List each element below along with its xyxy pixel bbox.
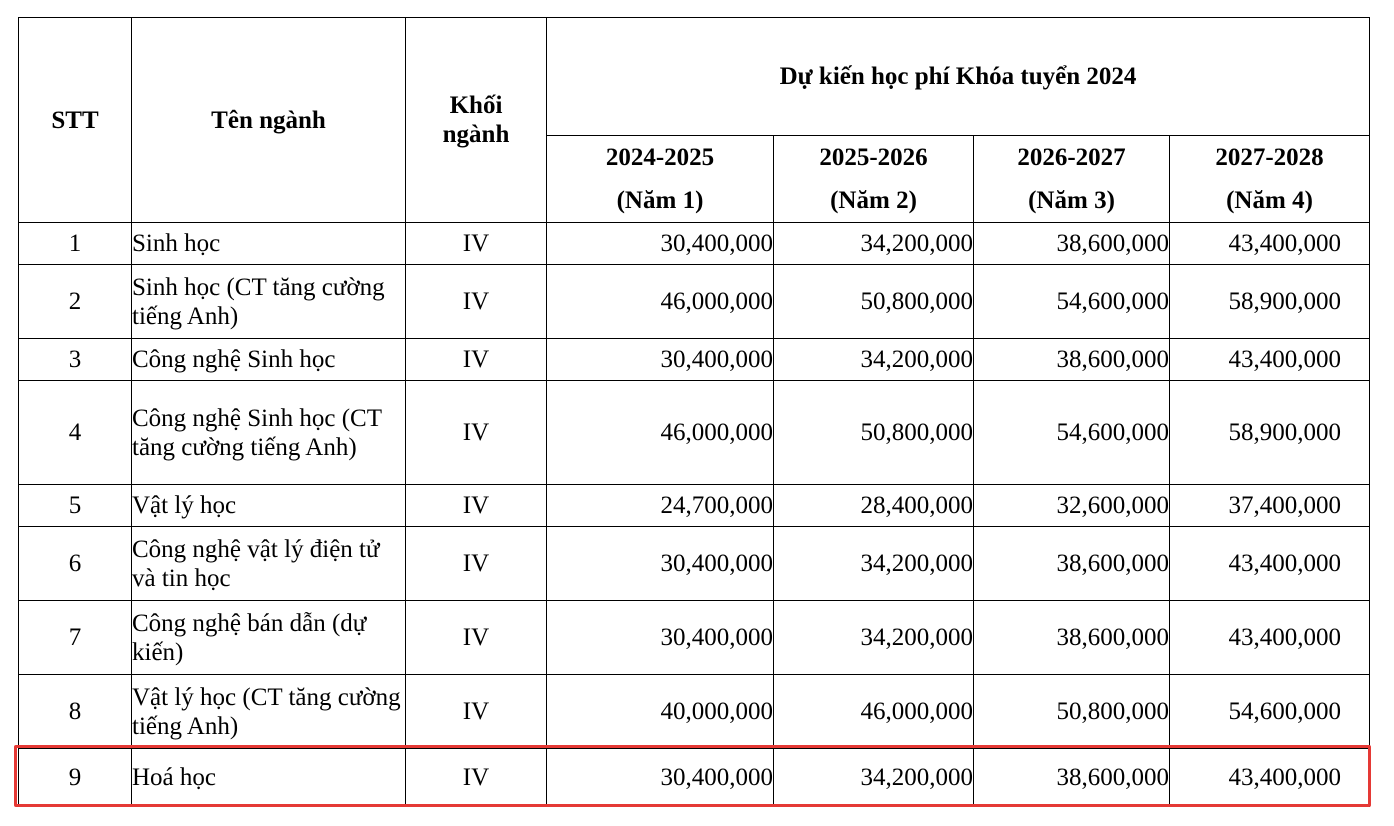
- row-stt: 8: [19, 675, 132, 749]
- row-fee-year-1: 46,000,000: [547, 381, 774, 485]
- row-stt: 4: [19, 381, 132, 485]
- header-year-1: 2024-2025 (Năm 1): [547, 136, 774, 223]
- row-khoi: IV: [406, 675, 547, 749]
- row-khoi: IV: [406, 527, 547, 601]
- row-fee-year-1: 46,000,000: [547, 265, 774, 339]
- row-khoi: IV: [406, 749, 547, 807]
- row-stt: 7: [19, 601, 132, 675]
- row-fee-year-4: 58,900,000: [1170, 265, 1370, 339]
- table-row: [19, 527, 1370, 601]
- row-fee-year-2: 34,200,000: [774, 527, 974, 601]
- row-fee-year-1: 30,400,000: [547, 601, 774, 675]
- row-khoi: IV: [406, 485, 547, 527]
- row-khoi: IV: [406, 223, 547, 265]
- row-fee-year-2: 34,200,000: [774, 749, 974, 807]
- row-stt: 1: [19, 223, 132, 265]
- row-name: Vật lý học: [132, 485, 406, 527]
- row-fee-year-1: 30,400,000: [547, 223, 774, 265]
- row-stt: 3: [19, 339, 132, 381]
- table-row: [19, 339, 1370, 381]
- row-khoi: IV: [406, 381, 547, 485]
- row-fee-year-4: 58,900,000: [1170, 381, 1370, 485]
- row-fee-year-4: 37,400,000: [1170, 485, 1370, 527]
- row-stt: 5: [19, 485, 132, 527]
- row-fee-year-3: 38,600,000: [974, 527, 1170, 601]
- row-name: Hoá học: [132, 749, 406, 807]
- row-fee-year-4: 43,400,000: [1170, 339, 1370, 381]
- row-fee-year-3: 38,600,000: [974, 601, 1170, 675]
- row-fee-year-2: 50,800,000: [774, 381, 974, 485]
- table-row: [19, 601, 1370, 675]
- header-year-2: 2025-2026 (Năm 2): [774, 136, 974, 223]
- row-fee-year-3: 32,600,000: [974, 485, 1170, 527]
- row-khoi: IV: [406, 601, 547, 675]
- row-stt: 9: [19, 749, 132, 807]
- row-stt: 6: [19, 527, 132, 601]
- row-name: Sinh học: [132, 223, 406, 265]
- row-fee-year-2: 46,000,000: [774, 675, 974, 749]
- tuition-table: [18, 17, 1370, 807]
- row-fee-year-2: 28,400,000: [774, 485, 974, 527]
- header-group-title: Dự kiến học phí Khóa tuyển 2024: [547, 18, 1370, 136]
- row-fee-year-2: 34,200,000: [774, 223, 974, 265]
- row-name: Công nghệ Sinh học: [132, 339, 406, 381]
- table-row-highlighted: [19, 749, 1370, 807]
- row-fee-year-4: 43,400,000: [1170, 749, 1370, 807]
- table-row: [19, 675, 1370, 749]
- row-fee-year-3: 54,600,000: [974, 265, 1170, 339]
- row-khoi: IV: [406, 265, 547, 339]
- row-fee-year-3: 38,600,000: [974, 749, 1170, 807]
- header-stt: STT: [19, 18, 132, 223]
- row-fee-year-1: 24,700,000: [547, 485, 774, 527]
- row-fee-year-2: 50,800,000: [774, 265, 974, 339]
- row-fee-year-1: 40,000,000: [547, 675, 774, 749]
- row-fee-year-2: 34,200,000: [774, 601, 974, 675]
- row-fee-year-4: 43,400,000: [1170, 527, 1370, 601]
- table-row: [19, 381, 1370, 485]
- row-name: Vật lý học (CT tăng cường tiếng Anh): [132, 675, 406, 749]
- row-fee-year-3: 54,600,000: [974, 381, 1170, 485]
- row-fee-year-1: 30,400,000: [547, 749, 774, 807]
- row-fee-year-3: 50,800,000: [974, 675, 1170, 749]
- table-row: [19, 223, 1370, 265]
- row-name: Công nghệ vật lý điện tử và tin học: [132, 527, 406, 601]
- row-name: Sinh học (CT tăng cường tiếng Anh): [132, 265, 406, 339]
- row-name: Công nghệ bán dẫn (dự kiến): [132, 601, 406, 675]
- table-row: [19, 485, 1370, 527]
- row-fee-year-3: 38,600,000: [974, 223, 1170, 265]
- row-fee-year-4: 43,400,000: [1170, 223, 1370, 265]
- header-ten-nganh: Tên ngành: [132, 18, 406, 223]
- row-fee-year-4: 54,600,000: [1170, 675, 1370, 749]
- row-name: Công nghệ Sinh học (CT tăng cường tiếng Anh): [132, 381, 406, 485]
- row-fee-year-2: 34,200,000: [774, 339, 974, 381]
- header-khoi-nganh: Khối ngành: [406, 18, 547, 223]
- row-fee-year-1: 30,400,000: [547, 527, 774, 601]
- row-fee-year-1: 30,400,000: [547, 339, 774, 381]
- row-khoi: IV: [406, 339, 547, 381]
- table-row: [19, 265, 1370, 339]
- row-fee-year-3: 38,600,000: [974, 339, 1170, 381]
- row-stt: 2: [19, 265, 132, 339]
- header-year-3: 2026-2027 (Năm 3): [974, 136, 1170, 223]
- row-fee-year-4: 43,400,000: [1170, 601, 1370, 675]
- header-year-4: 2027-2028 (Năm 4): [1170, 136, 1370, 223]
